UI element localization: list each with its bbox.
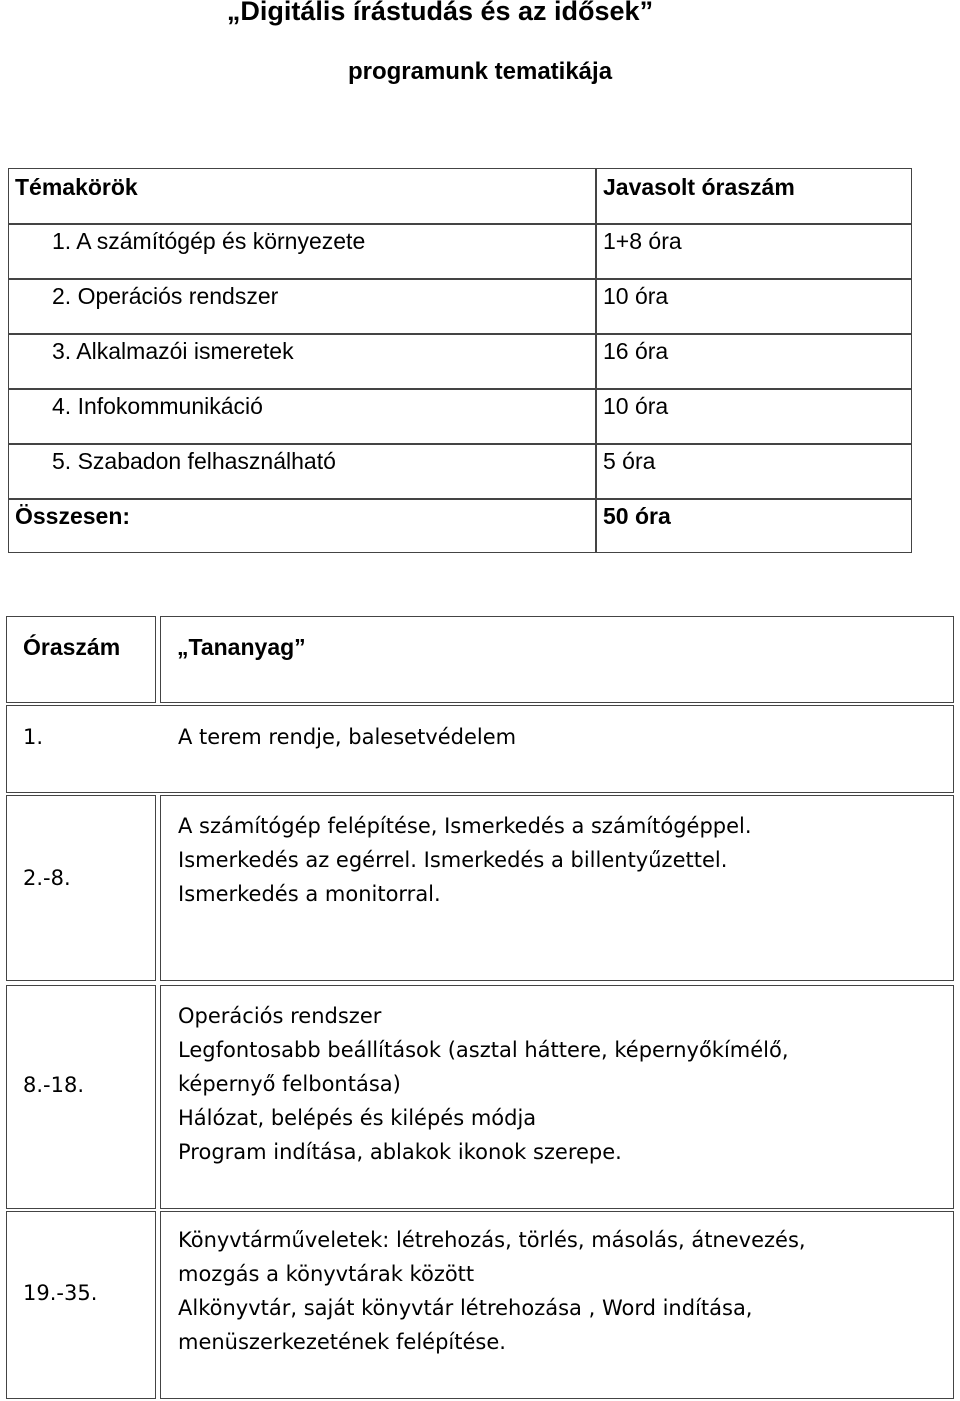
- row-text-line: Program indítása, ablakok ikonok szerepe.: [178, 1140, 622, 1164]
- topic-cell: 4. Infokommunikáció: [52, 393, 263, 419]
- row-text-line: A terem rendje, balesetvédelem: [178, 725, 517, 749]
- hours-cell: [6, 985, 156, 1209]
- row-text-line: A számítógép felépítése, Ismerkedés a számítógéppel.: [178, 814, 752, 838]
- header-hours: Javasolt óraszám: [603, 174, 795, 200]
- header-topics: Témakörök: [15, 174, 138, 200]
- row-divider: [9, 278, 911, 280]
- header-hours: Óraszám: [23, 634, 121, 660]
- row-divider: [9, 333, 911, 335]
- hours-cell: 10 óra: [603, 393, 669, 419]
- hours-cell: 16 óra: [603, 338, 669, 364]
- document-subtitle: programunk tematikája: [347, 58, 613, 85]
- row-text-line: Operációs rendszer: [178, 1004, 382, 1028]
- row-divider: [9, 443, 911, 445]
- header-material: „Tananyag”: [177, 634, 306, 660]
- total-hours: 50 óra: [603, 503, 671, 529]
- row-text-line: Ismerkedés a monitorral.: [178, 882, 441, 906]
- topic-cell: 1. A számítógép és környezete: [52, 228, 366, 254]
- row-divider: [9, 498, 911, 500]
- topic-cell: 2. Operációs rendszer: [52, 283, 279, 309]
- row-divider: [9, 388, 911, 390]
- topic-cell: 3. Alkalmazói ismeretek: [52, 338, 294, 364]
- row-text-line: menüszerkezetének felépítése.: [178, 1330, 506, 1354]
- row-text-line: Alkönyvtár, saját könyvtár létrehozása , Word indítása,: [178, 1296, 753, 1320]
- hours-cell: 5 óra: [603, 448, 656, 474]
- row-text-line: Könyvtárműveletek: létrehozás, törlés, másolás, átnevezés,: [178, 1228, 806, 1252]
- hours-cell: [6, 1211, 156, 1399]
- row-text-line: képernyő felbontása): [178, 1072, 401, 1096]
- row-text-line: mozgás a könyvtárak között: [178, 1262, 475, 1286]
- row-text-line: Legfontosabb beállítások (asztal háttere, képernyőkímélő,: [178, 1038, 789, 1062]
- table-row: [6, 705, 954, 793]
- document-title: „Digitális írástudás és az idősek”: [226, 0, 654, 26]
- hours-cell: 10 óra: [603, 283, 669, 309]
- row-hours: 19.-35.: [23, 1281, 98, 1305]
- row-divider: [9, 223, 911, 225]
- column-divider: [595, 169, 597, 552]
- row-hours: 2.-8.: [23, 866, 71, 890]
- topics-table: [8, 168, 912, 553]
- row-text-line: Ismerkedés az egérrel. Ismerkedés a billentyűzettel.: [178, 848, 728, 872]
- hours-cell: 1+8 óra: [603, 228, 682, 254]
- row-hours: 1.: [23, 725, 44, 749]
- topic-cell: 5. Szabadon felhasználható: [52, 448, 336, 474]
- row-text-line: Hálózat, belépés és kilépés módja: [178, 1106, 537, 1130]
- row-hours: 8.-18.: [23, 1073, 85, 1097]
- total-label: Összesen:: [15, 503, 131, 529]
